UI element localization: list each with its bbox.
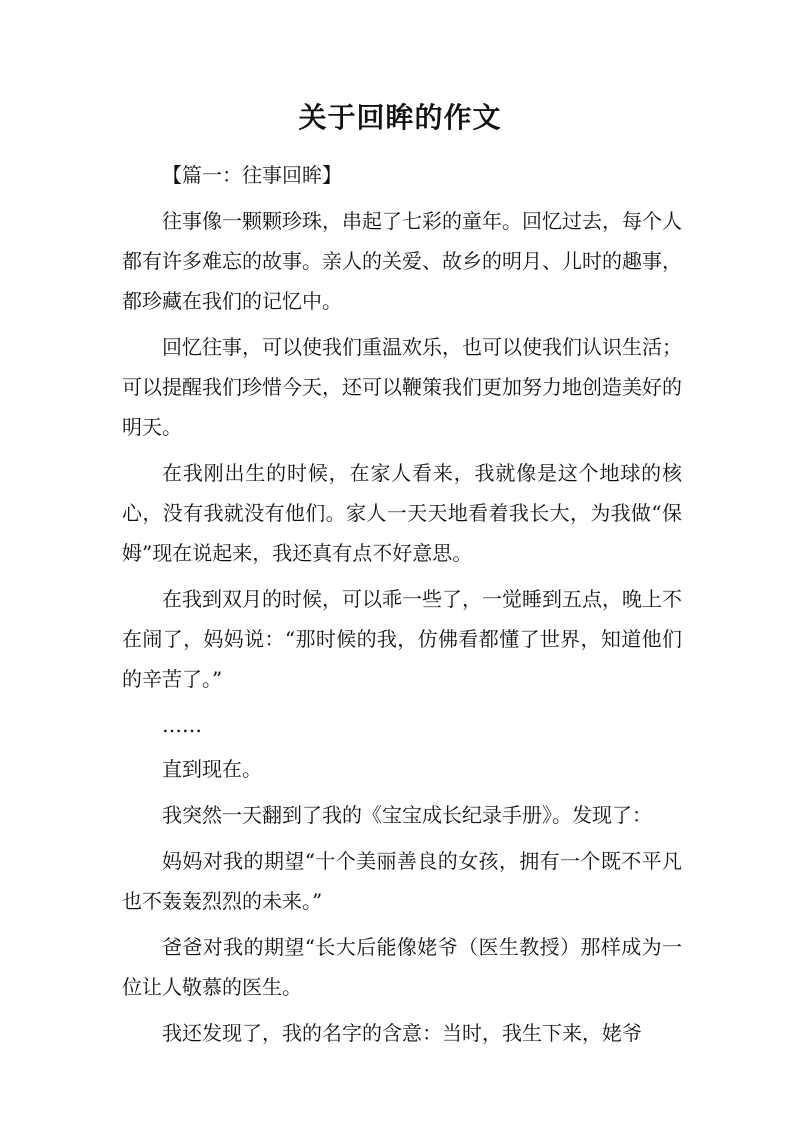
document-title: 关于回眸的作文 <box>298 101 502 134</box>
ellipsis-line: …… <box>162 713 202 737</box>
paragraph: 妈妈对我的期望“十个美丽善良的女孩，拥有一个既不平凡也不轰轰烈烈的未来。” <box>122 849 682 913</box>
document-body <box>122 155 682 1059</box>
paragraph: 回忆往事，可以使我们重温欢乐，也可以使我们认识生活；可以提醒我们珍惜今天，还可以鞭策我们更加努力地创造美好的明天。 <box>122 335 682 439</box>
paragraph: 往事像一颗颗珍珠，串起了七彩的童年。回忆过去，每个人都有许多难忘的故事。亲人的关爱、故乡的明月、儿时的趣事，都珍藏在我们的记忆中。 <box>122 209 682 313</box>
paragraph: 直到现在。 <box>162 757 262 781</box>
paragraph: 我还发现了，我的名字的含意：当时，我生下来，姥爷 <box>162 1021 642 1045</box>
paragraph: 在我到双月的时候，可以乖一些了，一觉睡到五点，晚上不在闹了，妈妈说：“那时候的我，仿佛看都懂了世界，知道他们的辛苦了。” <box>122 587 682 691</box>
paragraph: 爸爸对我的期望“长大后能像姥爷（医生教授）那样成为一位让人敬慕的医生。 <box>122 935 682 999</box>
paragraph: 在我刚出生的时候，在家人看来，我就像是这个地球的核心，没有我就没有他们。家人一天天地看着我长大，为我做“保姆”现在说起来，我还真有点不好意思。 <box>122 461 682 565</box>
section-heading: 【篇一：往事回眸】 <box>162 163 342 187</box>
paragraph: 我突然一天翻到了我的《宝宝成长纪录手册》。发现了： <box>162 803 652 827</box>
